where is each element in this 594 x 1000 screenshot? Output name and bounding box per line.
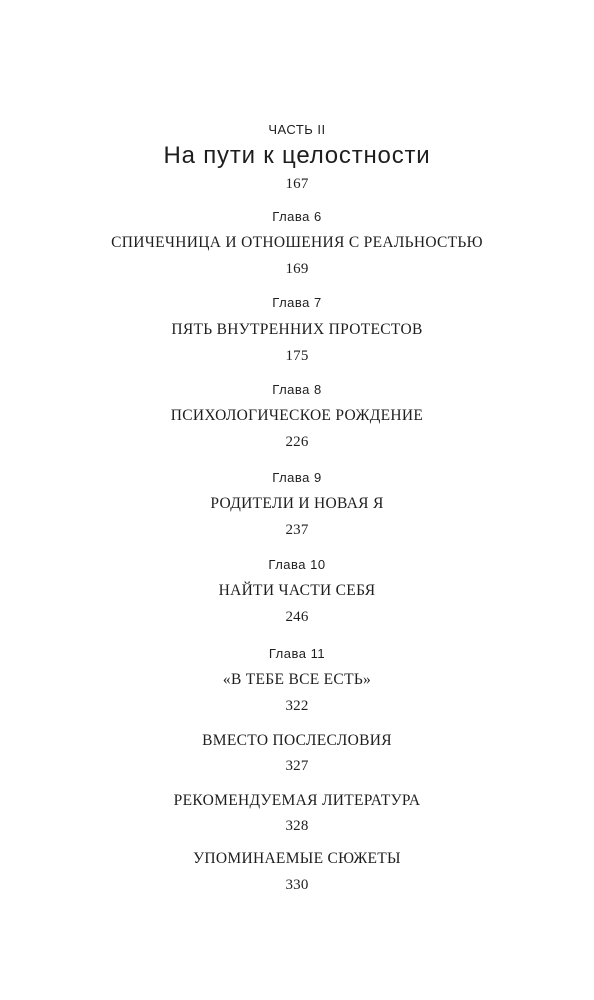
chapter-9-label: Глава 9 [272,470,322,485]
chapter-6-label: Глава 6 [272,209,322,224]
chapter-7-label: Глава 7 [272,295,322,310]
part-page-number: 167 [285,176,309,192]
afterword-title: ВМЕСТО ПОСЛЕСЛОВИЯ [202,732,392,749]
chapter-11-page-number: 322 [285,698,309,714]
afterword-page-number: 327 [285,758,309,774]
chapter-10-page-number: 246 [285,609,309,625]
chapter-7-title: ПЯТЬ ВНУТРЕННИХ ПРОТЕСТОВ [171,321,423,338]
part-label: ЧАСТЬ II [268,122,326,137]
chapter-8-page-number: 226 [285,434,309,450]
chapter-10-label: Глава 10 [268,557,326,572]
part-title: На пути к целостности [163,142,431,169]
chapter-8-label: Глава 8 [272,382,322,397]
chapter-9-title: РОДИТЕЛИ И НОВАЯ Я [210,495,384,512]
recommended-literature-title: РЕКОМЕНДУЕМАЯ ЛИТЕРАТУРА [173,792,421,809]
mentioned-stories-page-number: 330 [285,877,309,893]
chapter-11-label: Глава 11 [268,646,326,661]
chapter-11-title: «В ТЕБЕ ВСЕ ЕСТЬ» [222,671,372,688]
chapter-7-page-number: 175 [285,348,309,364]
chapter-9-page-number: 237 [285,522,309,538]
chapter-10-title: НАЙТИ ЧАСТИ СЕБЯ [218,582,376,599]
recommended-literature-page-number: 328 [285,818,309,834]
mentioned-stories-title: УПОМИНАЕМЫЕ СЮЖЕТЫ [193,850,401,867]
chapter-6-title: СПИЧЕЧНИЦА И ОТНОШЕНИЯ С РЕАЛЬНОСТЬЮ [111,234,483,251]
chapter-6-page-number: 169 [285,261,309,277]
chapter-8-title: ПСИХОЛОГИЧЕСКОЕ РОЖДЕНИЕ [170,407,424,424]
